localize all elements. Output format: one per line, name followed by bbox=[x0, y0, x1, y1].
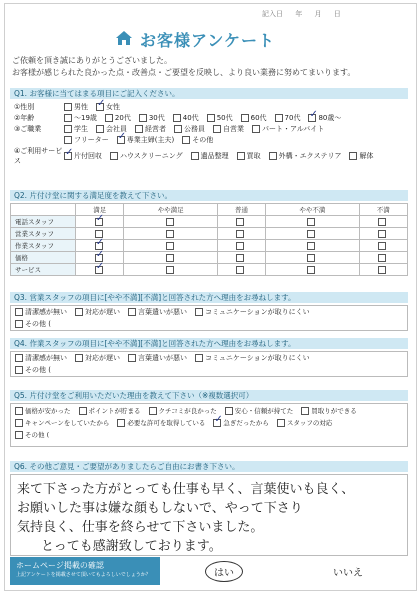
intro-text bbox=[12, 55, 355, 79]
checkbox[interactable] bbox=[307, 230, 315, 238]
option-label: 急ぎだったから bbox=[223, 418, 269, 427]
month-label: 月 bbox=[314, 10, 322, 18]
table-row bbox=[11, 264, 408, 276]
option-label: 価格が安かった bbox=[25, 406, 71, 415]
satisfaction-table bbox=[10, 203, 408, 276]
option-label: 言葉遣いが悪い bbox=[138, 308, 187, 316]
date-label: 記入日 bbox=[262, 10, 283, 18]
checkbox[interactable] bbox=[110, 152, 118, 160]
option-label: ～19歳 bbox=[74, 113, 97, 122]
option-label: コミュニケーションが取りにくい bbox=[205, 308, 310, 316]
checkbox[interactable] bbox=[191, 152, 199, 160]
handwritten-line: とっても感謝致しております。 bbox=[41, 539, 222, 554]
option-label: その他 bbox=[25, 430, 45, 439]
intro-line: ご依頼を頂き誠にありがとうございました。 bbox=[12, 56, 172, 65]
checkbox-checked[interactable] bbox=[117, 136, 125, 144]
option-label: クチコミが良かった bbox=[158, 406, 217, 415]
no-option[interactable]: いいえ bbox=[333, 567, 363, 579]
checkbox[interactable] bbox=[236, 218, 244, 226]
checkbox[interactable] bbox=[149, 407, 157, 415]
year-label: 年 bbox=[295, 10, 303, 18]
checkbox[interactable] bbox=[75, 308, 83, 316]
col-header: 不満 bbox=[359, 204, 407, 216]
house-logo-icon bbox=[115, 30, 133, 46]
checkbox[interactable] bbox=[139, 114, 147, 122]
option-label: 女性 bbox=[106, 102, 120, 111]
checkbox-checked[interactable] bbox=[95, 266, 103, 274]
option-label: 言葉遣いが悪い bbox=[138, 354, 187, 362]
handwritten-line: お願いした事は嫌な顔もしないで、やって下さり bbox=[17, 501, 303, 516]
checkbox[interactable] bbox=[64, 114, 72, 122]
homepage-note: 上記アンケートを掲載させて頂いてもよろしいでしょうか？ bbox=[16, 572, 151, 578]
checkbox[interactable] bbox=[378, 230, 386, 238]
occupation-row bbox=[10, 123, 408, 134]
checkbox[interactable] bbox=[174, 125, 182, 133]
day-label: 日 bbox=[333, 10, 341, 18]
gender-row bbox=[10, 101, 408, 112]
option-label: 買取りができる bbox=[311, 406, 357, 415]
q5-box: 価格が安かった ポイントが貯まる クチコミが良かった 安心・信頼が持てた 買取りができる キャンペーンをしていたから 必要な許可を取得している ✓ 急ぎだったから スタッフの対応 その他 ( bbox=[10, 403, 408, 447]
checkbox[interactable] bbox=[166, 230, 174, 238]
checkbox[interactable] bbox=[307, 254, 315, 262]
table-row bbox=[11, 240, 408, 252]
table-row bbox=[11, 252, 408, 264]
comment-box bbox=[10, 474, 408, 556]
option-label: 安心・信頼が持てた bbox=[234, 406, 294, 415]
yes-option[interactable]: はい bbox=[205, 561, 243, 582]
checkbox[interactable] bbox=[236, 242, 244, 250]
checkbox[interactable] bbox=[378, 254, 386, 262]
option-label: 学生 bbox=[74, 124, 88, 133]
option-label: 40代 bbox=[182, 113, 199, 122]
checkbox[interactable] bbox=[15, 431, 23, 439]
checkbox[interactable] bbox=[64, 103, 72, 111]
row-label: 営業スタッフ bbox=[11, 228, 76, 240]
option-label: 買取 bbox=[246, 152, 261, 160]
intro-line: お客様が感じられた良かった点・改善点・ご要望を反映し、より良い業務に努めてまいります。 bbox=[12, 68, 356, 77]
checkbox-checked[interactable] bbox=[95, 218, 103, 226]
corner-cell bbox=[11, 204, 76, 216]
row-label: サービス bbox=[11, 264, 76, 276]
checkbox[interactable] bbox=[236, 266, 244, 274]
option-label: 会社員 bbox=[106, 124, 127, 133]
q3-header: Q3. 営業スタッフの項目に[やや不満][不満]と回答された方へ理由をお尋ねします。 bbox=[10, 292, 408, 303]
checkbox[interactable] bbox=[301, 407, 309, 415]
checkbox[interactable] bbox=[173, 114, 181, 122]
option-label: コミュニケーションが取りにくい bbox=[205, 354, 310, 362]
checkbox[interactable] bbox=[182, 136, 190, 144]
option-label: 50代 bbox=[216, 113, 233, 122]
option-label: スタッフの対応 bbox=[286, 418, 333, 427]
option-label: 男性 bbox=[74, 102, 88, 111]
option-label: ポイントが貯まる bbox=[88, 406, 141, 415]
checkbox[interactable] bbox=[15, 366, 23, 374]
checkbox[interactable] bbox=[15, 320, 23, 328]
occupation-row-2 bbox=[10, 134, 408, 145]
homepage-label bbox=[10, 557, 160, 585]
checkbox[interactable] bbox=[195, 308, 203, 316]
option-label: 専業主婦(主夫) bbox=[126, 135, 175, 144]
option-label: 80歳～ bbox=[318, 113, 342, 122]
row-label: ①性別 bbox=[14, 102, 35, 111]
homepage-title: ホームページ掲載の確認 bbox=[16, 561, 104, 570]
checkbox[interactable] bbox=[378, 218, 386, 226]
checkbox[interactable] bbox=[117, 419, 125, 427]
q6-header: Q6. その他ご意見・ご要望がありましたらご自由にお書き下さい。 bbox=[10, 461, 408, 472]
checkbox[interactable] bbox=[307, 266, 315, 274]
checkbox[interactable] bbox=[236, 230, 244, 238]
handwritten-line: 来て下さった方がとっても仕事も早く、言葉使いも良く、 bbox=[17, 482, 355, 497]
row-label: ③ご職業 bbox=[14, 124, 42, 133]
checkbox[interactable] bbox=[307, 218, 315, 226]
checkbox[interactable] bbox=[15, 419, 23, 427]
checkbox[interactable] bbox=[79, 407, 87, 415]
checkbox[interactable] bbox=[15, 308, 23, 316]
col-header: やや不満 bbox=[266, 204, 359, 216]
checkbox[interactable] bbox=[166, 254, 174, 262]
checkbox[interactable] bbox=[128, 354, 136, 362]
option-label: キャンペーンをしていたから bbox=[25, 418, 110, 427]
checkbox[interactable] bbox=[135, 125, 143, 133]
option-label: 解体 bbox=[359, 152, 374, 160]
option-label: ハウスクリーニング bbox=[120, 152, 183, 160]
service-row bbox=[10, 145, 408, 167]
checkbox[interactable] bbox=[269, 152, 277, 160]
q4-header: Q4. 作業スタッフの項目に[やや不満][不満]と回答された方へ理由をお尋ねします。 bbox=[10, 338, 408, 349]
option-label: 70代 bbox=[284, 113, 301, 122]
checkbox[interactable] bbox=[378, 266, 386, 274]
checkbox[interactable] bbox=[225, 407, 233, 415]
checkbox[interactable] bbox=[166, 218, 174, 226]
homepage-consent bbox=[10, 557, 408, 585]
table-row bbox=[11, 228, 408, 240]
checkbox[interactable] bbox=[64, 136, 72, 144]
homepage-options bbox=[160, 557, 408, 585]
checkbox[interactable] bbox=[307, 242, 315, 250]
option-label: 必要な許可を取得している bbox=[127, 418, 206, 427]
handwritten-line: 気持良く、仕事を終らせて下さいました。 bbox=[17, 520, 264, 535]
checkbox[interactable] bbox=[213, 125, 221, 133]
col-header: 普通 bbox=[217, 204, 265, 216]
option-label: フリーター bbox=[74, 135, 109, 144]
row-label: 作業スタッフ bbox=[11, 240, 76, 252]
checkbox[interactable] bbox=[277, 419, 285, 427]
option-label: 自営業 bbox=[223, 124, 244, 133]
page-title: お客様アンケート bbox=[140, 31, 276, 50]
q5-header: Q5. 片付け堂をご利用いただいた理由を教えて下さい（※複数選択可） bbox=[10, 390, 408, 401]
row-label: 価格 bbox=[11, 252, 76, 264]
row-label: ②年齢 bbox=[14, 113, 35, 122]
option-label: 公務員 bbox=[184, 124, 205, 133]
checkbox-checked[interactable] bbox=[64, 152, 72, 160]
date-fields bbox=[262, 9, 351, 19]
checkbox[interactable] bbox=[207, 114, 215, 122]
option-label: 30代 bbox=[148, 113, 165, 122]
option-label: 対応が遅い bbox=[85, 308, 120, 316]
q4-box: 清潔感が無い 対応が遅い 言葉遣いが悪い コミュニケーションが取りにくい その他 ( bbox=[10, 351, 408, 377]
option-label: その他 bbox=[25, 320, 46, 328]
option-label: 外構・エクステリア bbox=[278, 152, 342, 160]
q3-box: 清潔感が無い 対応が遅い 言葉遣いが悪い コミュニケーションが取りにくい その他 ( bbox=[10, 305, 408, 331]
option-label: 20代 bbox=[114, 113, 131, 122]
col-header: やや満足 bbox=[124, 204, 217, 216]
option-label: 清潔感が無い bbox=[25, 354, 67, 362]
checkbox[interactable] bbox=[75, 354, 83, 362]
checkbox[interactable] bbox=[236, 254, 244, 262]
checkbox[interactable] bbox=[64, 125, 72, 133]
row-label: 電話スタッフ bbox=[11, 216, 76, 228]
checkbox-checked[interactable] bbox=[308, 114, 316, 122]
checkbox[interactable] bbox=[349, 152, 357, 160]
checkbox[interactable] bbox=[378, 242, 386, 250]
checkbox[interactable] bbox=[15, 354, 23, 362]
checkbox[interactable] bbox=[275, 114, 283, 122]
option-label: 遺品整理 bbox=[200, 152, 229, 160]
q2-header: Q2. 片付け堂に関する満足度を教えて下さい。 bbox=[10, 190, 408, 201]
option-label: 60代 bbox=[250, 113, 267, 122]
row-label: ④ご利用サービス bbox=[14, 147, 63, 165]
checkbox[interactable] bbox=[241, 114, 249, 122]
option-label: パート・アルバイト bbox=[262, 124, 325, 133]
q1-rows bbox=[10, 101, 408, 167]
checkbox[interactable] bbox=[96, 125, 104, 133]
option-label: その他 bbox=[192, 135, 214, 144]
q1-header: Q1. お客様に当てはまる項目にご記入ください。 bbox=[10, 88, 408, 99]
option-label: 清潔感が無い bbox=[25, 308, 67, 316]
checkbox-checked[interactable] bbox=[213, 419, 221, 427]
checkbox[interactable] bbox=[105, 114, 113, 122]
checkbox[interactable] bbox=[166, 242, 174, 250]
table-row bbox=[11, 216, 408, 228]
checkbox[interactable] bbox=[252, 125, 260, 133]
checkbox[interactable] bbox=[195, 354, 203, 362]
col-header: 満足 bbox=[76, 204, 124, 216]
option-label: 片付回収 bbox=[74, 152, 102, 160]
option-label: 経営者 bbox=[145, 124, 166, 133]
option-label: 対応が遅い bbox=[85, 354, 120, 362]
checkbox[interactable] bbox=[237, 152, 245, 160]
checkbox[interactable] bbox=[15, 407, 23, 415]
checkbox[interactable] bbox=[166, 266, 174, 274]
option-label: その他 bbox=[25, 366, 46, 374]
checkbox[interactable] bbox=[128, 308, 136, 316]
checkbox-checked[interactable] bbox=[96, 103, 104, 111]
age-row bbox=[10, 112, 408, 123]
